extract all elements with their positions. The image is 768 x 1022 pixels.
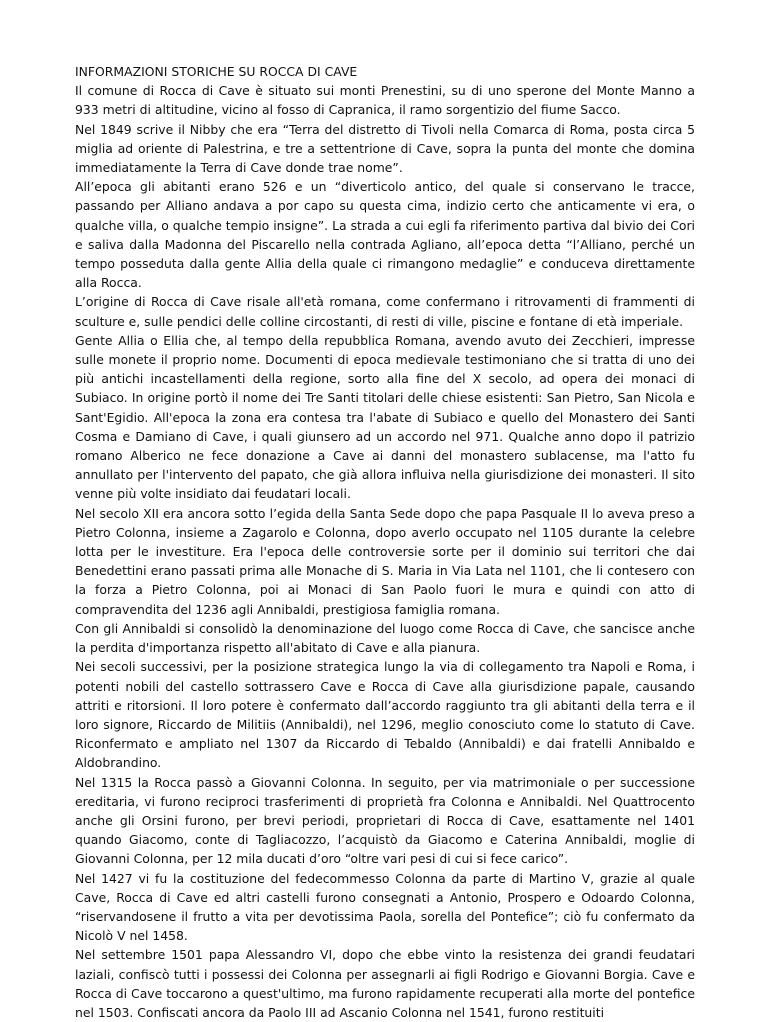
- paragraph: Nel settembre 1501 papa Alessandro VI, dopo che ebbe vinto la resistenza dei grandi feudatari laziali, confiscò tutti i possessi dei Colonna per assegnarli ai figli Rodrigo e Giovanni Borgia. Cave e Rocca di Cave toccarono a quest'ultimo, ma furono rapidamente recuperati alla morte del pontefice nel 1503. Confiscati ancora da Paolo III ad Ascanio Colonna nel 1541, furono restituiti: [75, 947, 695, 1020]
- paragraph: Gente Allia o Ellia che, al tempo della repubblica Romana, avendo avuto dei Zecchieri, impresse sulle monete il proprio nome. Documenti di epoca medievale testimoniano che si tratta di uno dei più antichi incastellamenti della regione, sorto alla fine del X secolo, ad opera dei monaci di Subiaco. In origine portò il nome dei Tre Santi titolari delle chiese esistenti: San Pietro, San Nicola e Sant'Egidio. All'epoca la zona era contesa tra l'abate di Subiaco e quello del Monastero dei Santi Cosma e Damiano di Cave, i quali giunsero ad un accordo nel 971. Qualche anno dopo il patrizio romano Alberico ne fece donazione a Cave ai danni del monastero sublacense, ma l'atto fu annullato per l'intervento del papato, che già allora influiva nella giurisdizione dei monasteri. Il sito venne più volte insidiato dai feudatari locali.: [75, 332, 695, 502]
- paragraph: Nei secoli successivi, per la posizione strategica lungo la via di collegamento tra Napoli e Roma, i potenti nobili del castello sottrassero Cave e Rocca di Cave alla giurisdizione papale, causando attriti e ritorsioni. Il loro potere è confermato dall’accordo raggiunto tra gli abitanti della terra e il loro signore, Riccardo de Militiis (Annibaldi), nel 1296, meglio conosciuto come lo statuto di Cave. Riconfermato e ampliato nel 1307 da Riccardo di Tebaldo (Annibaldi) e dai fratelli Annibaldo e Aldobrandino.: [75, 659, 695, 771]
- paragraph: Con gli Annibaldi si consolidò la denominazione del luogo come Rocca di Cave, che sancisce anche la perdita d'importanza rispetto all'abitato di Cave e alla pianura.: [75, 620, 695, 656]
- document-page: [75, 62, 695, 1022]
- paragraph: Nel secolo XII era ancora sotto l’egida della Santa Sede dopo che papa Pasquale II lo aveva preso a Pietro Colonna, insieme a Zagarolo e Colonna, dopo averlo occupato nel 1105 durante la celebre lotta per le investiture. Era l'epoca delle controversie sorte per il dominio sui territori che dai Benedettini erano passati prima alle Monache di S. Maria in Via Lata nel 1101, che li contesero con la forza a Pietro Colonna, poi ai Monaci di San Paolo fuori le mura e quindi con atto di compravendita del 1236 agli Annibaldi, prestigiosa famiglia romana.: [75, 505, 695, 617]
- paragraph: Nel 1427 vi fu la costituzione del fedecommesso Colonna da parte di Martino V, grazie al quale Cave, Rocca di Cave ed altri castelli furono consegnati a Antonio, Prospero e Odoardo Colonna, “riservandosene il frutto a vita per devotissima Paola, sorella del Pontefice”; ciò fu confermato da Nicolò V nel 1458.: [75, 870, 695, 944]
- paragraph: L’origine di Rocca di Cave risale all'età romana, come confermano i ritrovamenti di frammenti di sculture e, sulle pendici delle colline circostanti, di resti di ville, piscine e fontane di età imperiale.: [75, 294, 695, 329]
- document-title: INFORMAZIONI STORICHE SU ROCCA DI CAVE: [75, 64, 358, 79]
- paragraph: Il comune di Rocca di Cave è situato sui monti Prenestini, su di uno sperone del Monte Manno a 933 metri di altitudine, vicino al fosso di Capranica, il ramo sorgentizio del fiume Sacco.: [75, 83, 695, 118]
- paragraph: Nel 1849 scrive il Nibby che era “Terra del distretto di Tivoli nella Comarca di Roma, posta circa 5 miglia ad oriente di Palestrina, e tre a settentrione di Cave, sopra la punta del monte che domina immediatamente la Terra di Cave donde trae nome”.: [75, 121, 695, 176]
- paragraph: All’epoca gli abitanti erano 526 e un “diverticolo antico, del quale si conservano le tracce, passando per Alliano andava a por capo su questa cima, indizio certo che anticamente vi era, o qualche villa, o qualche tempio insigne”. La strada a cui egli fa riferimento partiva dal bivio dei Cori e saliva dalla Madonna del Piscarello nella contrada Agliano, all’epoca detta “l’Alliano, perché un tempo posseduta dalla gente Allia della quale ci rimangono medaglie” e conduceva direttamente alla Rocca.: [75, 179, 695, 291]
- paragraph: Nel 1315 la Rocca passò a Giovanni Colonna. In seguito, per via matrimoniale o per successione ereditaria, vi furono reciproci trasferimenti di proprietà fra Colonna e Annibaldi. Nel Quattrocento anche gli Orsini furono, per brevi periodi, proprietari di Rocca di Cave, esattamente nel 1401 quando Giacomo, conte di Tagliacozzo, l’acquistò da Giacomo e Caterina Annibaldi, moglie di Giovanni Colonna, per 12 mila ducati d’oro “oltre vari pesi di cui si fece carico”.: [75, 774, 695, 867]
